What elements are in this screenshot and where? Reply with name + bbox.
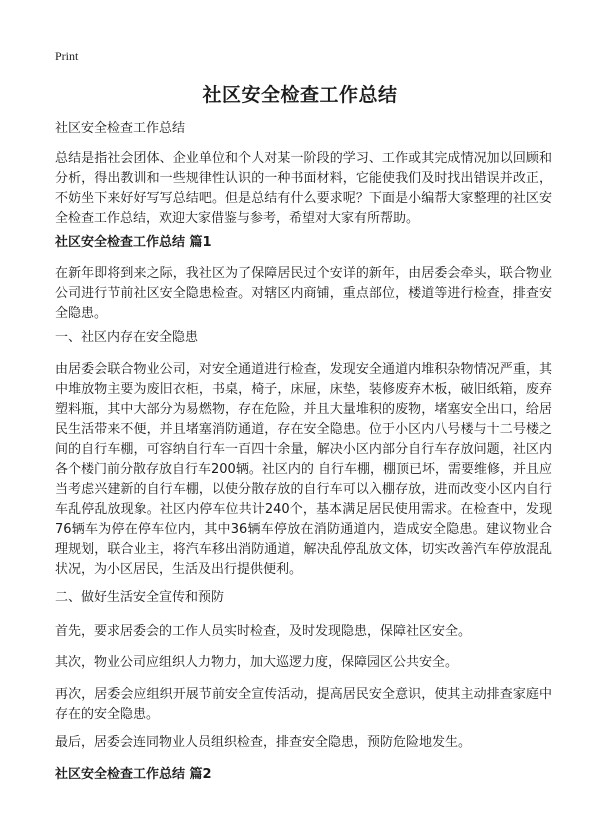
section-2-heading: 社区安全检查工作总结 篇2: [55, 767, 212, 782]
print-link[interactable]: Print: [55, 49, 79, 63]
page-title: 社区安全检查工作总结: [202, 84, 398, 106]
part-2-heading: 二、做好生活安全宣传和预防: [55, 590, 225, 605]
part-2-paragraph-2: 其次，物业公司应组织人力物力，加大巡逻力度，保障园区公共安全。: [55, 655, 459, 670]
section-1-heading: 社区安全检查工作总结 篇1: [55, 235, 212, 250]
section-1-paragraph: 在新年即将到来之际，我社区为了保障居民过个安详的新年，由居委会牵头，联合物业公司进行节前社区安全隐患检查。对辖区内商铺，重点部位，楼道等进行检查，排查安全隐患。: [55, 266, 552, 321]
document-subtitle: 社区安全检查工作总结: [55, 121, 186, 136]
intro-paragraph: 总结是指社会团体、企业单位和个人对某一阶段的学习、工作或其完成情况加以回顾和分析，得出教训和一些规律性认识的一种书面材料，它能使我们及时找出错误并改正，不妨坐下来好好写写总结吧。但是总结有什么要求呢？下面是小编帮大家整理的社区安全检查工作总结，欢迎大家借鉴与参考，希望对大家有所帮助。: [55, 151, 552, 226]
part-2-paragraph-3: 再次，居委会应组织开展节前安全宣传活动，提高居民安全意识，使其主动排查家庭中存在的安全隐患。: [55, 687, 552, 722]
part-1-heading: 一、社区内存在安全隐患: [55, 330, 199, 345]
part-1-paragraph: 由居委会联合物业公司，对安全通道进行检查，发现安全通道内堆积杂物情况严重，其中堆放物主要为废旧衣柜，书桌，椅子，床屉，床垫，装修废弃木板，破旧纸箱，废弃塑料瓶，其中大部分为易燃物，存在危险，并且大量堆积的废物，堵塞安全出口，给居民生活带来不便，并且堵塞消防通道，存在安全隐患。位于小区内八号楼与十二号楼之间的自行车棚，可容纳自行车一百四十余量，解决小区内部分自行车存放问题，社区内各个楼门前分散存放自行车200辆。社区内的 自行车棚，棚顶已坏，需要维修，并且应当考虑兴建新的自行车棚，以使分散存放的自行车可以入棚存放，进而改变小区内自行车乱停乱放现象。社区内停车位共计240个，基本满足居民使用需求。在检查中，发现76辆车为停在停车位内，其中36辆车停放在消防通道内，造成安全隐患。建议物业合理规划，联合业主，将汽车移出消防通道，解决乱停乱放文体，切实改善汽车停放混乱状况，为小区居民，生活及出行提供便利。: [55, 362, 552, 577]
part-2-paragraph-1: 首先，要求居委会的工作人员实时检查，及时发现隐患，保障社区安全。: [55, 624, 472, 639]
part-2-paragraph-4: 最后，居委会连同物业人员组织检查，排查安全隐患，预防危险地发生。: [55, 735, 472, 750]
